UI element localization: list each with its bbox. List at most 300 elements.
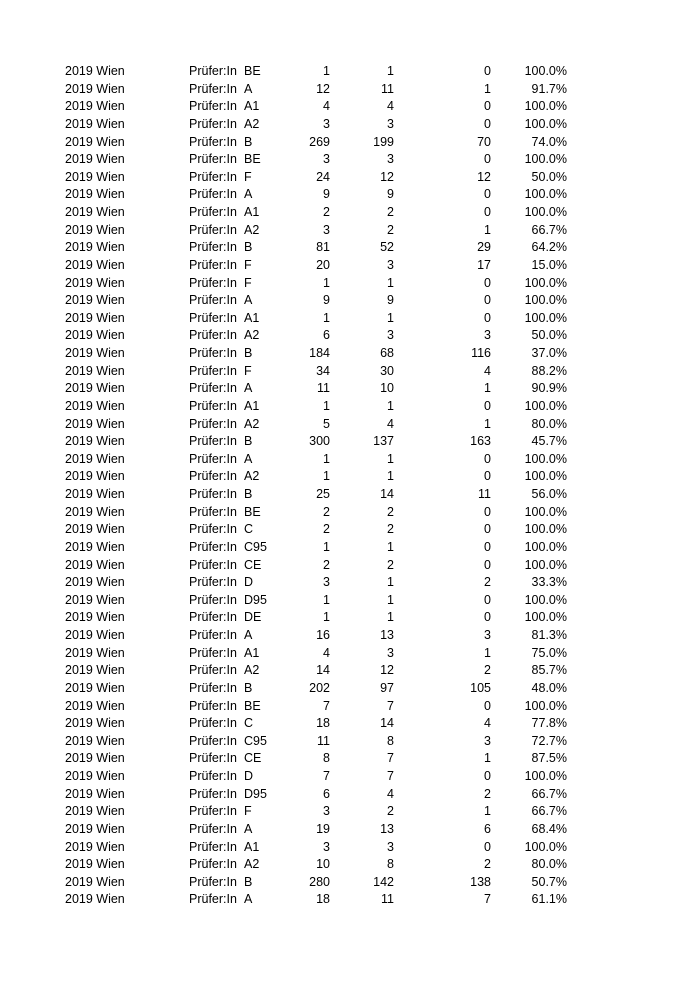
license-class-cell: F [244,257,252,272]
passed-count-cell: 3 [387,152,394,167]
year-city-cell: 2019 Wien [65,628,125,642]
total-count-cell: 19 [316,821,330,836]
pass-rate-cell: 100.0% [524,152,567,167]
license-class-cell: A1 [244,310,260,325]
table-row [0,169,700,187]
table-row [0,574,700,592]
year-city-cell: 2019 Wien [65,240,125,255]
license-class-cell: D95 [244,786,267,801]
year-city-cell: 2019 Wien [65,539,125,554]
role-cell: Prüfer:In [189,628,237,642]
failed-count-cell: 3 [484,328,491,343]
failed-count-cell: 0 [484,769,491,783]
license-class-cell: A [244,381,253,396]
year-city-cell: 2019 Wien [65,645,125,660]
license-class-cell: F [244,169,252,184]
total-count-cell: 9 [323,293,330,308]
license-class-cell: D [244,769,254,783]
total-count-cell: 1 [323,275,330,290]
failed-count-cell: 1 [484,804,491,819]
year-city-cell: 2019 Wien [65,222,125,237]
failed-count-cell: 105 [470,680,491,695]
role-cell: Prüfer:In [189,804,237,819]
failed-count-cell: 116 [471,346,491,360]
role-cell: Prüfer:In [189,363,237,378]
role-cell: Prüfer:In [189,539,237,554]
year-city-cell: 2019 Wien [65,575,125,590]
failed-count-cell: 163 [470,434,491,449]
pass-rate-cell: 66.7% [531,804,567,819]
role-cell: Prüfer:In [189,64,237,78]
total-count-cell: 7 [323,769,330,783]
pass-rate-cell: 100.0% [524,275,567,290]
passed-count-cell: 9 [387,293,394,308]
failed-count-cell: 3 [484,733,491,748]
table-row [0,151,700,169]
passed-count-cell: 12 [380,663,394,678]
table-row [0,275,700,293]
table-row [0,204,700,222]
year-city-cell: 2019 Wien [65,592,125,607]
year-city-cell: 2019 Wien [65,786,125,801]
failed-count-cell: 0 [484,698,491,713]
passed-count-cell: 3 [387,328,394,343]
year-city-cell: 2019 Wien [65,434,125,449]
year-city-cell: 2019 Wien [65,64,125,78]
passed-count-cell: 2 [387,557,394,572]
failed-count-cell: 0 [484,64,491,78]
year-city-cell: 2019 Wien [65,857,125,872]
year-city-cell: 2019 Wien [65,363,125,378]
year-city-cell: 2019 Wien [65,81,125,96]
passed-count-cell: 13 [380,628,394,642]
license-class-cell: A2 [244,116,260,131]
table-row [0,891,700,909]
total-count-cell: 280 [309,874,330,889]
license-class-cell: B [244,346,253,360]
failed-count-cell: 1 [484,751,491,766]
role-cell: Prüfer:In [189,328,237,343]
table-row [0,63,700,81]
license-class-cell: F [244,363,252,378]
pass-rate-cell: 100.0% [524,205,567,219]
pass-rate-cell: 48.0% [531,680,567,695]
pass-rate-cell: 50.7% [531,874,567,889]
failed-count-cell: 0 [484,522,491,537]
role-cell: Prüfer:In [189,786,237,801]
license-class-cell: BE [244,698,261,713]
pass-rate-cell: 56.0% [531,487,567,501]
pass-rate-cell: 91.7% [531,81,567,96]
role-cell: Prüfer:In [189,874,237,889]
passed-count-cell: 137 [373,434,394,449]
total-count-cell: 16 [316,628,330,642]
total-count-cell: 6 [323,328,330,343]
license-class-cell: BE [244,152,261,167]
role-cell: Prüfer:In [189,416,237,431]
table-row [0,592,700,610]
total-count-cell: 18 [316,716,330,731]
table-row [0,627,700,645]
failed-count-cell: 7 [484,892,491,907]
pass-rate-cell: 100.0% [524,698,567,713]
license-class-cell: A1 [244,645,260,660]
license-class-cell: F [244,275,252,290]
total-count-cell: 10 [316,857,330,872]
total-count-cell: 12 [316,81,330,96]
passed-count-cell: 7 [387,769,394,783]
pass-rate-cell: 50.0% [531,169,567,184]
failed-count-cell: 12 [477,169,491,184]
pass-rate-cell: 33.3% [531,575,567,590]
year-city-cell: 2019 Wien [65,769,125,783]
failed-count-cell: 0 [484,205,491,219]
failed-count-cell: 29 [477,240,491,255]
total-count-cell: 2 [323,205,330,219]
pass-rate-cell: 100.0% [524,293,567,308]
role-cell: Prüfer:In [189,169,237,184]
failed-count-cell: 138 [470,874,491,889]
total-count-cell: 14 [316,663,330,678]
passed-count-cell: 1 [387,64,394,78]
year-city-cell: 2019 Wien [65,874,125,889]
license-class-cell: A [244,81,253,96]
total-count-cell: 1 [323,451,330,466]
table-row [0,645,700,663]
role-cell: Prüfer:In [189,346,237,360]
table-row [0,116,700,134]
total-count-cell: 34 [316,363,330,378]
table-row [0,698,700,716]
passed-count-cell: 14 [380,716,394,731]
failed-count-cell: 1 [484,645,491,660]
license-class-cell: C95 [244,733,267,748]
year-city-cell: 2019 Wien [65,451,125,466]
failed-count-cell: 17 [477,257,491,272]
year-city-cell: 2019 Wien [65,821,125,836]
role-cell: Prüfer:In [189,240,237,255]
year-city-cell: 2019 Wien [65,346,125,360]
license-class-cell: C95 [244,539,267,554]
total-count-cell: 1 [323,398,330,413]
year-city-cell: 2019 Wien [65,733,125,748]
table-row [0,327,700,345]
table-row [0,239,700,257]
passed-count-cell: 7 [387,698,394,713]
passed-count-cell: 1 [387,610,394,625]
passed-count-cell: 1 [387,275,394,290]
passed-count-cell: 9 [387,187,394,202]
pass-rate-cell: 100.0% [524,398,567,413]
pass-rate-cell: 90.9% [531,381,567,396]
table-row [0,433,700,451]
passed-count-cell: 97 [380,680,394,695]
role-cell: Prüfer:In [189,99,237,114]
year-city-cell: 2019 Wien [65,152,125,167]
passed-count-cell: 1 [387,469,394,484]
failed-count-cell: 0 [484,398,491,413]
table-row [0,81,700,99]
total-count-cell: 1 [323,610,330,625]
table-row [0,416,700,434]
pass-rate-cell: 100.0% [524,592,567,607]
role-cell: Prüfer:In [189,522,237,537]
year-city-cell: 2019 Wien [65,398,125,413]
table-row [0,257,700,275]
license-class-cell: A [244,892,253,907]
total-count-cell: 1 [323,64,330,78]
data-table [0,63,700,909]
passed-count-cell: 13 [380,821,394,836]
failed-count-cell: 6 [484,821,491,836]
table-row [0,398,700,416]
license-class-cell: A2 [244,328,260,343]
role-cell: Prüfer:In [189,680,237,695]
license-class-cell: B [244,874,253,889]
table-row [0,733,700,751]
role-cell: Prüfer:In [189,663,237,678]
passed-count-cell: 3 [387,645,394,660]
table-row [0,468,700,486]
pass-rate-cell: 74.0% [531,134,567,149]
license-class-cell: A2 [244,857,260,872]
year-city-cell: 2019 Wien [65,275,125,290]
pass-rate-cell: 37.0% [531,346,567,360]
table-row [0,486,700,504]
year-city-cell: 2019 Wien [65,680,125,695]
license-class-cell: BE [244,504,261,519]
role-cell: Prüfer:In [189,152,237,167]
pass-rate-cell: 64.2% [531,240,567,255]
failed-count-cell: 0 [484,469,491,484]
failed-count-cell: 2 [484,857,491,872]
year-city-cell: 2019 Wien [65,257,125,272]
role-cell: Prüfer:In [189,187,237,202]
pass-rate-cell: 61.1% [531,892,567,907]
license-class-cell: A [244,628,253,642]
total-count-cell: 1 [323,539,330,554]
role-cell: Prüfer:In [189,451,237,466]
failed-count-cell: 2 [484,575,491,590]
pass-rate-cell: 100.0% [524,310,567,325]
license-class-cell: D [244,575,254,590]
table-row [0,539,700,557]
license-class-cell: B [244,434,253,449]
role-cell: Prüfer:In [189,592,237,607]
role-cell: Prüfer:In [189,81,237,96]
license-class-cell: A1 [244,205,260,219]
year-city-cell: 2019 Wien [65,698,125,713]
table-row [0,768,700,786]
license-class-cell: A1 [244,839,260,854]
total-count-cell: 7 [323,698,330,713]
total-count-cell: 25 [316,487,330,501]
total-count-cell: 4 [323,99,330,114]
pass-rate-cell: 100.0% [524,769,567,783]
pass-rate-cell: 15.0% [531,257,567,272]
total-count-cell: 269 [309,134,330,149]
table-row [0,821,700,839]
passed-count-cell: 52 [380,240,394,255]
license-class-cell: DE [244,610,262,625]
passed-count-cell: 11 [381,892,394,907]
role-cell: Prüfer:In [189,469,237,484]
total-count-cell: 24 [316,169,330,184]
table-row [0,662,700,680]
license-class-cell: A2 [244,663,260,678]
role-cell: Prüfer:In [189,310,237,325]
total-count-cell: 1 [323,469,330,484]
passed-count-cell: 2 [387,504,394,519]
passed-count-cell: 68 [380,346,394,360]
failed-count-cell: 0 [484,610,491,625]
pass-rate-cell: 68.4% [531,821,567,836]
pass-rate-cell: 80.0% [531,857,567,872]
table-row [0,874,700,892]
total-count-cell: 3 [323,575,330,590]
passed-count-cell: 1 [387,592,394,607]
license-class-cell: A [244,821,253,836]
failed-count-cell: 0 [484,557,491,572]
table-row [0,609,700,627]
role-cell: Prüfer:In [189,857,237,872]
pass-rate-cell: 100.0% [524,451,567,466]
license-class-cell: A [244,293,253,308]
table-row [0,310,700,328]
total-count-cell: 2 [323,557,330,572]
passed-count-cell: 3 [387,257,394,272]
year-city-cell: 2019 Wien [65,716,125,731]
year-city-cell: 2019 Wien [65,328,125,343]
year-city-cell: 2019 Wien [65,522,125,537]
pass-rate-cell: 66.7% [531,222,567,237]
pass-rate-cell: 45.7% [531,434,567,449]
year-city-cell: 2019 Wien [65,134,125,149]
role-cell: Prüfer:In [189,487,237,501]
table-row [0,715,700,733]
pass-rate-cell: 81.3% [531,628,567,642]
total-count-cell: 1 [323,592,330,607]
pass-rate-cell: 100.0% [524,116,567,131]
failed-count-cell: 0 [484,539,491,554]
passed-count-cell: 11 [381,81,394,96]
failed-count-cell: 2 [484,786,491,801]
passed-count-cell: 142 [373,874,394,889]
passed-count-cell: 1 [387,451,394,466]
table-row [0,186,700,204]
pass-rate-cell: 80.0% [531,416,567,431]
table-row [0,803,700,821]
failed-count-cell: 1 [484,381,491,396]
total-count-cell: 8 [323,751,330,766]
passed-count-cell: 1 [387,310,394,325]
license-class-cell: BE [244,64,261,78]
table-row [0,786,700,804]
license-class-cell: A1 [244,99,260,114]
failed-count-cell: 0 [484,99,491,114]
total-count-cell: 3 [323,839,330,854]
pass-rate-cell: 100.0% [524,64,567,78]
pass-rate-cell: 100.0% [524,539,567,554]
pass-rate-cell: 100.0% [524,557,567,572]
total-count-cell: 1 [323,310,330,325]
passed-count-cell: 3 [387,839,394,854]
failed-count-cell: 0 [484,310,491,325]
year-city-cell: 2019 Wien [65,310,125,325]
failed-count-cell: 0 [484,116,491,131]
total-count-cell: 11 [317,733,330,748]
license-class-cell: CE [244,751,262,766]
failed-count-cell: 0 [484,451,491,466]
license-class-cell: A [244,187,253,202]
year-city-cell: 2019 Wien [65,839,125,854]
passed-count-cell: 1 [387,575,394,590]
year-city-cell: 2019 Wien [65,751,125,766]
passed-count-cell: 7 [387,751,394,766]
table-row [0,557,700,575]
year-city-cell: 2019 Wien [65,663,125,678]
role-cell: Prüfer:In [189,751,237,766]
total-count-cell: 11 [317,381,330,396]
pass-rate-cell: 100.0% [524,469,567,484]
total-count-cell: 9 [323,187,330,202]
role-cell: Prüfer:In [189,892,237,907]
table-row [0,839,700,857]
table-row [0,750,700,768]
role-cell: Prüfer:In [189,645,237,660]
passed-count-cell: 2 [387,205,394,219]
year-city-cell: 2019 Wien [65,504,125,519]
year-city-cell: 2019 Wien [65,116,125,131]
role-cell: Prüfer:In [189,134,237,149]
total-count-cell: 2 [323,504,330,519]
year-city-cell: 2019 Wien [65,469,125,484]
table-row [0,504,700,522]
total-count-cell: 3 [323,804,330,819]
total-count-cell: 184 [309,346,330,360]
pass-rate-cell: 100.0% [524,99,567,114]
total-count-cell: 81 [316,240,330,255]
table-row [0,680,700,698]
total-count-cell: 202 [309,680,330,695]
passed-count-cell: 2 [387,222,394,237]
license-class-cell: A2 [244,416,260,431]
year-city-cell: 2019 Wien [65,205,125,219]
role-cell: Prüfer:In [189,575,237,590]
failed-count-cell: 4 [484,716,491,731]
role-cell: Prüfer:In [189,398,237,413]
passed-count-cell: 8 [387,733,394,748]
license-class-cell: B [244,680,253,695]
failed-count-cell: 0 [484,839,491,854]
role-cell: Prüfer:In [189,504,237,519]
table-row [0,856,700,874]
passed-count-cell: 4 [387,99,394,114]
role-cell: Prüfer:In [189,769,237,783]
table-row [0,292,700,310]
passed-count-cell: 3 [387,116,394,131]
failed-count-cell: 3 [484,628,491,642]
pass-rate-cell: 75.0% [531,645,567,660]
license-class-cell: B [244,240,253,255]
year-city-cell: 2019 Wien [65,169,125,184]
total-count-cell: 5 [323,416,330,431]
role-cell: Prüfer:In [189,293,237,308]
pass-rate-cell: 66.7% [531,786,567,801]
passed-count-cell: 30 [380,363,394,378]
failed-count-cell: 4 [484,363,491,378]
role-cell: Prüfer:In [189,733,237,748]
